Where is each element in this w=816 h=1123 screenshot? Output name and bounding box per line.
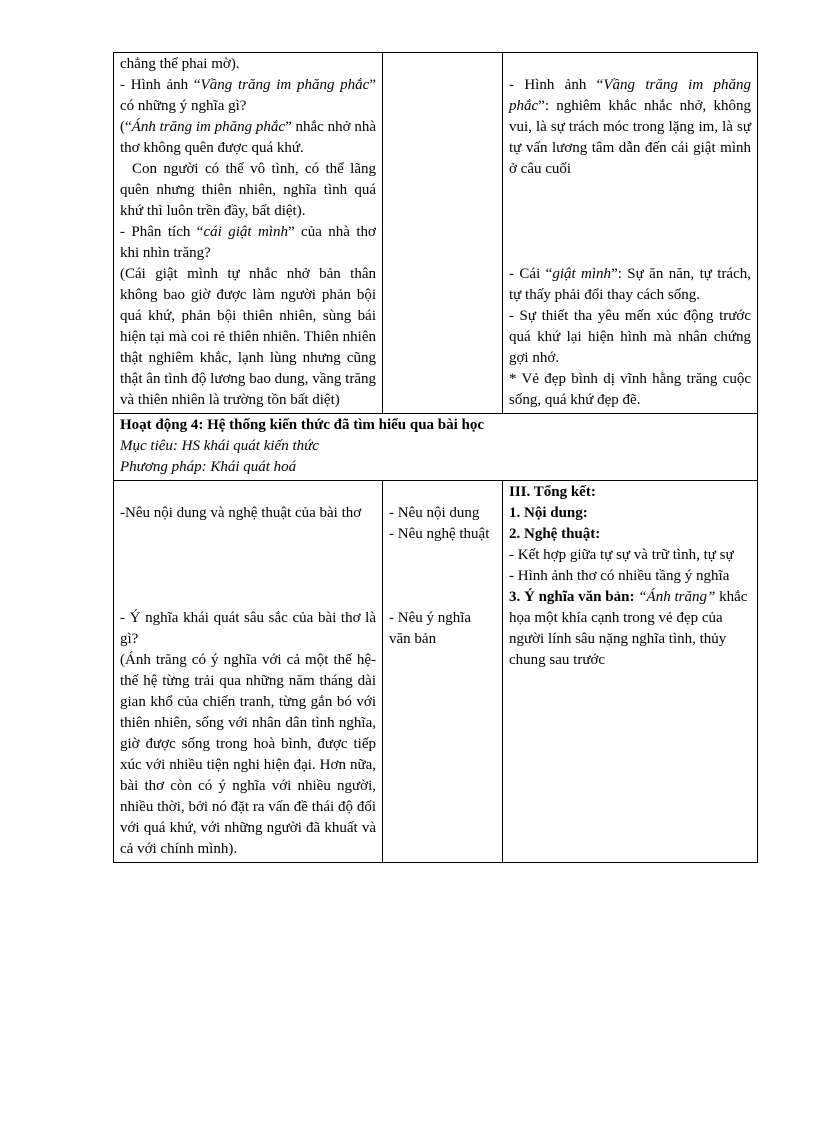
answer-startle: (Cái giật mình tự nhắc nhở bản thân không bao giờ được làm người phản bội quá khứ, phản bội thiên nhiên, sùng bái hiện tại mà coi rẻ thiên nhiên. Thiên nhiên thật nghiêm khắc, lạnh lùng nhưng cũng thật ân tình độ lương bao dung, vầng trăng và thiên nhiên là trường tồn bất diệt) [120,266,376,408]
student-activity-cell [383,53,503,414]
result-beauty: * Vẻ đẹp bình dị vĩnh hằng trăng cuộc sống, quá khứ đẹp đẽ. [509,371,751,408]
summary-meaning: 3. Ý nghĩa văn bản: “Ánh trăng” khắc họa một khía cạnh trong vẻ đẹp của người lính sâu nặng nghĩa tình, thủy chung sau trước [509,589,748,668]
summary-art: 2. Nghệ thuật: [509,526,601,542]
lesson-page [113,52,757,863]
question-meaning: - Ý nghĩa khái quát sâu sắc của bài thơ là gì? [120,610,376,647]
student-task-art: - Nêu nghệ thuật [389,526,490,542]
teacher-activity-cell [114,53,383,414]
result-moon-image: - Hình ảnh “Vầng trăng im phăng phắc”: nghiêm khắc nhắc nhở, không vui, là sự trách móc trong lặng im, là sự tự vấn lương tâm dẫn đến cái giật mình ở câu cuối [509,77,752,177]
answer-moon-image-cont: Con người có thể vô tình, có thể lãng quên nhưng thiên nhiên, nghĩa tình quá khứ thì luôn trền đầy, bất diệt). [120,161,376,219]
activity-4-header [114,414,758,481]
table-row [114,481,758,863]
activity-4-title: Hoạt động 4: Hệ thống kiến thức đã tìm hiểu qua bài học [120,417,485,433]
student-task-meaning: - Nêu ý nghĩa văn bản [389,610,472,647]
result-startle: - Cái “giật mình”: Sự ăn năn, tự trách, tự thấy phải đổi thay cách sống. [509,266,752,303]
continued-text: chẳng thể phai mờ). [120,56,240,72]
lesson-table [113,52,758,863]
table-row [114,53,758,414]
answer-meaning: (Ánh trăng có ý nghĩa với cả một thế hệ- thế hệ từng trải qua những năm tháng dài gian khổ của chiến tranh, từng gắn bó với thiên nhiên, sống với nhân dân tình nghĩa, giờ được sống trong hoà bình, được tiếp xúc với nhiều tiện nghi hiện đại. Hơn nữa, bài thơ còn có ý nghĩa với nhiều người, nhiều thời, bởi nó đặt ra vấn đề thái độ đối với quá khứ, với những người đã khuất và cả với chính mình). [120,652,376,857]
result-cell [503,481,758,863]
result-emotion: - Sự thiết tha yêu mến xúc động trước quá khứ lại hiện hình mà nhân chứng gợi nhớ. [509,308,751,366]
student-activity-cell [383,481,503,863]
question-content-art: -Nêu nội dung và nghệ thuật của bài thơ [120,505,362,521]
question-startle: - Phân tích “cái giật mình” của nhà thơ khi nhìn trăng? [120,224,376,261]
summary-art-2: - Hình ảnh thơ có nhiều tầng ý nghĩa [509,568,730,584]
summary-content: 1. Nội dung: [509,505,588,521]
summary-art-1: - Kết hợp giữa tự sự và trữ tình, tự sự [509,547,734,563]
answer-moon-image: (“Ánh trăng im phăng phắc” nhắc nhở nhà thơ không quên được quá khứ. [120,119,376,156]
table-row [114,414,758,481]
result-cell [503,53,758,414]
question-moon-image: - Hình ảnh “Vầng trăng im phăng phắc” có những ý nghĩa gì? [120,77,377,114]
activity-4-objective: Mục tiêu: HS khái quát kiến thức [120,438,319,454]
student-task-content: - Nêu nội dung [389,505,480,521]
summary-heading: III. Tổng kết: [509,484,596,500]
teacher-activity-cell [114,481,383,863]
activity-4-method: Phương pháp: Khái quát hoá [120,459,297,475]
